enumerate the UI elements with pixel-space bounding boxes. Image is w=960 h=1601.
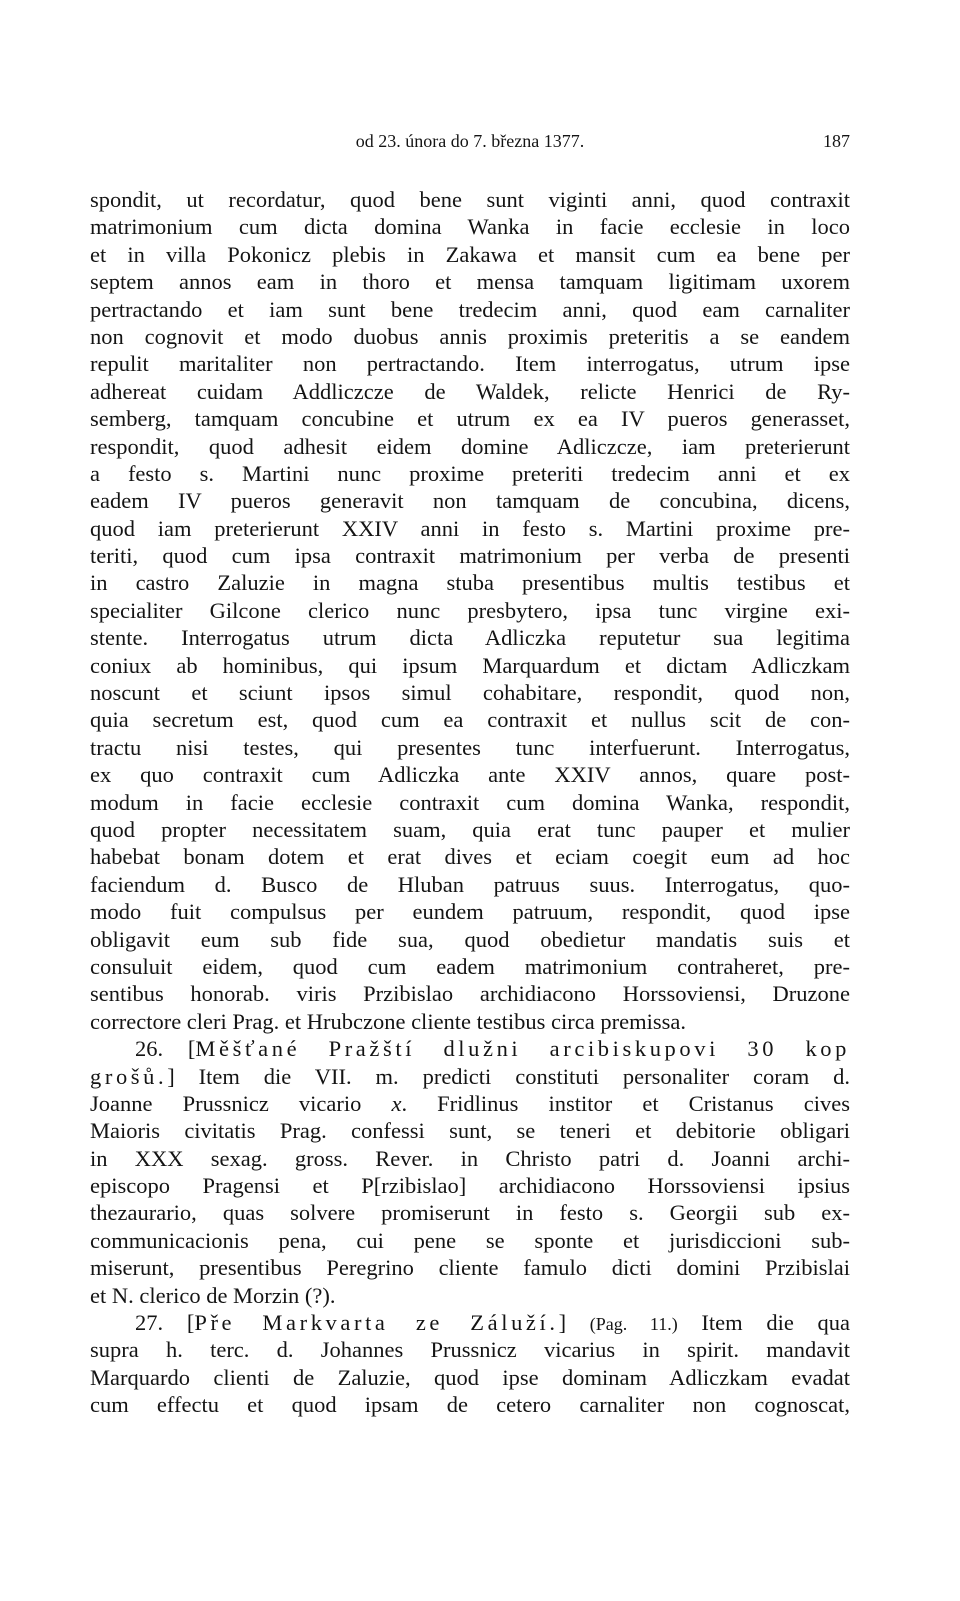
entry-number: 26. [135, 1036, 164, 1062]
entry-number: 27. [135, 1310, 164, 1336]
entry-26-line: episcopo Pragensi et P[rzibislao] archidiacono Horssoviensi ipsius [90, 1173, 850, 1199]
bracket-close: ] [558, 1310, 567, 1336]
body-line: quia secretum est, quod cum ea contraxit et nullus scit de con- [90, 707, 850, 733]
entry-26-line [90, 1063, 850, 1090]
entry-heading-continued: grošů. [90, 1063, 168, 1089]
running-title: od 23. února do 7. března 1377. [355, 131, 585, 151]
body-line: septem annos eam in thoro et mensa tamquam ligitimam uxorem [90, 269, 850, 295]
entry-26-line: communicacionis pena, cui pene se sponte et jurisdiccioni sub- [90, 1227, 850, 1253]
body-line: sentibus honorab. viris Przibislao archidiacono Horssoviensi, Druzone [90, 981, 850, 1007]
body-line: respondit, quod adhesit eidem domine Adliczcze, iam preterierunt [90, 433, 850, 459]
body-line: noscunt et sciunt ipsos simul cohabitare, respondit, quod non, [90, 680, 850, 706]
body-line: matrimonium cum dicta domina Wanka in facie ecclesie in loco [90, 214, 850, 240]
entry-27-line: supra h. terc. d. Johannes Prussnicz vicarius in spirit. mandavit [90, 1337, 850, 1363]
body-line: eadem IV pueros generavit non tamquam de concubina, dicens, [90, 488, 850, 514]
entry-27-line: Marquardo clienti de Zaluzie, quod ipse dominam Adliczkam evadat [90, 1364, 850, 1390]
entry-26-line: et N. clerico de Morzin (?). [90, 1282, 336, 1308]
entry-heading: Měšťané Pražští dlužni arcibiskupovi 30 kop [195, 1036, 850, 1062]
body-line: non cognovit et modo duobus annis proximis preteritis a se eandem [90, 323, 850, 349]
body-line: tractu nisi testes, qui presentes tunc interfuerunt. Interrogatus, [90, 734, 850, 760]
entry-text: Item die qua [677, 1310, 850, 1336]
body-line: stente. Interrogatus utrum dicta Adliczka reputetur sua legitima [90, 625, 850, 651]
entry-26-heading-line [90, 1035, 850, 1062]
body-line: a festo s. Martini nunc proxime preteriti tredecim anni et ex [90, 460, 850, 486]
body-line: modo fuit compulsus per eundem patruum, respondit, quod ipse [90, 899, 850, 925]
body-line: faciendum d. Busco de Hluban patruus suus. Interrogatus, quo- [90, 871, 850, 897]
main-text [90, 186, 850, 1419]
entry-26-line [90, 1090, 850, 1117]
body-line: teriti, quod cum ipsa contraxit matrimonium per verba de presenti [90, 543, 850, 569]
page-number: 187 [823, 131, 850, 151]
body-line: specialiter Gilcone clerico nunc presbytero, ipsa tunc virgine exi- [90, 597, 850, 623]
body-line: correctore cleri Prag. et Hrubczone cliente testibus circa premissa. [90, 1008, 686, 1034]
entry-26-line: Maioris civitatis Prag. confessi sunt, se teneri et debitorie obligari [90, 1118, 850, 1144]
bracket-open: [ [187, 1036, 196, 1062]
body-line: modum in facie ecclesie contraxit cum domina Wanka, respondit, [90, 789, 850, 815]
body-line: coniux ab hominibus, qui ipsum Marquardum et dictam Adliczkam [90, 652, 850, 678]
entry-26-line: thezaurario, quas solvere promiserunt in festo s. Georgii sub ex- [90, 1200, 850, 1226]
body-line: in castro Zaluzie in magna stuba presentibus multis testibus et [90, 570, 850, 596]
entry-27-line: cum effectu et quod ipsam de cetero carnaliter non cognoscat, [90, 1392, 850, 1418]
body-line: repulit maritaliter non pertractando. Item interrogatus, utrum ipse [90, 351, 850, 377]
body-line: semberg, tamquam concubine et utrum ex ea IV pueros generasset, [90, 406, 850, 432]
entry-text: Item die VII. m. predicti constituti personaliter coram d. [174, 1063, 850, 1089]
body-line: adhereat cuidam Addliczcze de Waldek, relicte Henrici de Ry- [90, 378, 850, 404]
entry-26-line: in XXX sexag. gross. Rever. in Christo patri d. Joanni archi- [90, 1145, 850, 1171]
entry-27-heading-line [90, 1309, 850, 1336]
body-line: quod iam preterierunt XXIV anni in festo s. Martini proxime pre- [90, 515, 850, 541]
body-line: consuluit eidem, quod cum eadem matrimonium contraheret, pre- [90, 953, 850, 979]
body-line: pertractando et iam sunt bene tredecim anni, quod eam carnaliter [90, 296, 850, 322]
entry-text: Joanne Prussnicz vicario [90, 1090, 392, 1116]
body-line: quod propter necessitatem suam, quia erat tunc pauper et mulier [90, 816, 850, 842]
body-line: spondit, ut recordatur, quod bene sunt viginti anni, quod contraxit [90, 187, 850, 212]
bracket-close: ] [167, 1063, 175, 1089]
entry-26-line: miserunt, presentibus Peregrino cliente famulo dicti domini Przibislai [90, 1255, 850, 1281]
page-reference: (Pag. 11.) [589, 1314, 678, 1335]
entry-text: . Fridlinus institor et Cristanus cives [401, 1090, 850, 1116]
entry-heading: Pře Markvarta ze Záluží. [194, 1310, 559, 1336]
bracket-open: [ [186, 1310, 195, 1336]
body-line: obligavit eum sub fide sua, quod obedietur mandatis suis et [90, 926, 850, 952]
page-header [90, 131, 850, 157]
body-line: habebat bonam dotem et erat dives et eciam coegit eum ad hoc [90, 844, 850, 870]
body-line: ex quo contraxit cum Adliczka ante XXIV annos, quare post- [90, 762, 850, 788]
body-line: et in villa Pokonicz plebis in Zakawa et mansit cum ea bene per [90, 241, 850, 267]
entry-symbol: x [391, 1090, 402, 1116]
